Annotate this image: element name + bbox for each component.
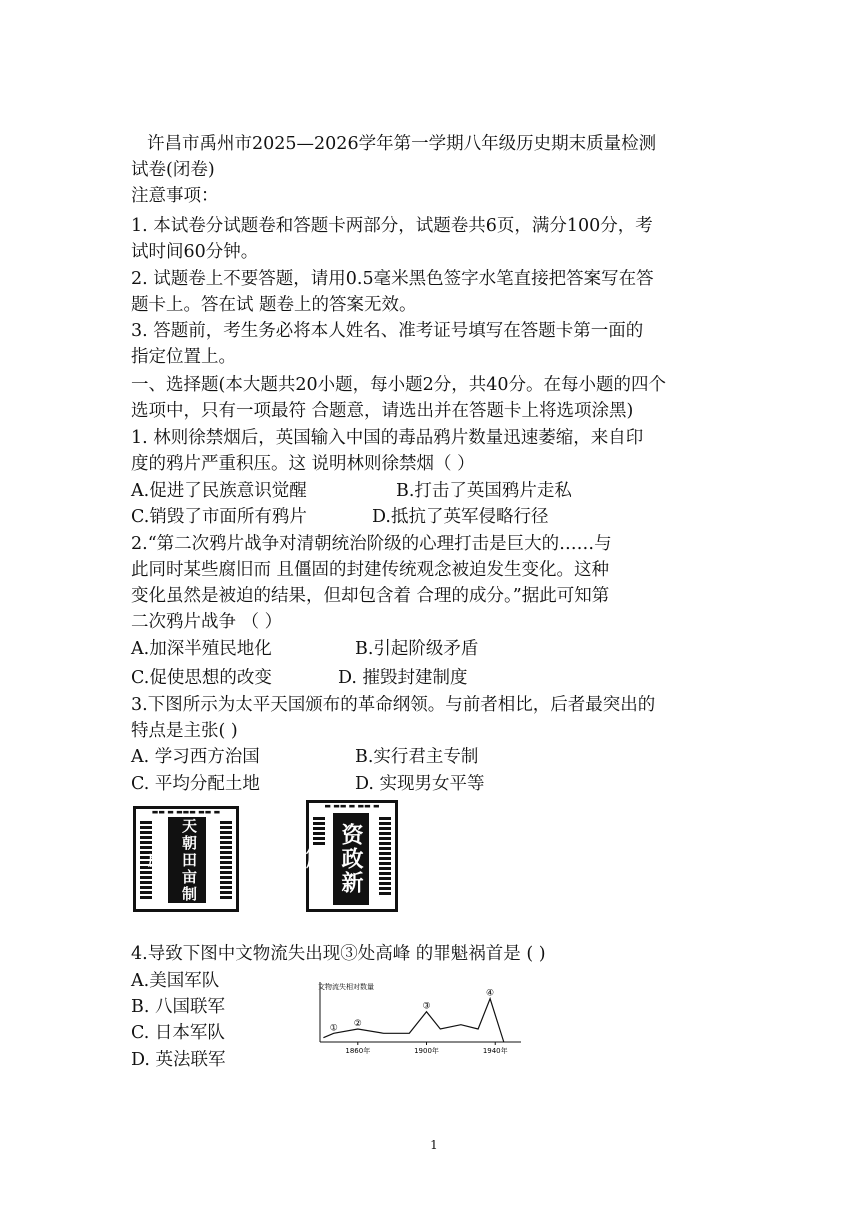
page-number: 1 [430, 1138, 438, 1152]
q4-option-d: D. 英法联军 [131, 1050, 226, 1070]
cover-border-decoration [220, 821, 232, 901]
book-cover-tianchao [133, 806, 239, 912]
question-4-stem: 4.导致下图中文物流失出现③处高峰 的罪魁祸首是 ( ) [131, 944, 546, 964]
point-label: ③ [422, 1001, 431, 1012]
question-1-stem: 度的鸦片严重积压。这 说明林则徐禁烟（ ） [131, 454, 475, 474]
q4-option-c: C. 日本军队 [131, 1023, 225, 1043]
question-2-stem: 此同时某些腐旧而 且僵固的封建传统观念被迫发生变化。这种 [131, 560, 610, 580]
cover-border-decoration [379, 817, 391, 895]
cover-header-decoration: ▬ ▬▬ ▬ ▬▬ ▬ [324, 802, 380, 810]
relic-loss-chart [316, 980, 526, 1060]
notice-line: 题卡上。答在试 题卷上的答案无效。 [131, 295, 417, 315]
exam-title: 许昌市禹州市2025—2026学年第一学期八年级历史期末质量检测 [147, 134, 657, 154]
x-tick-label: 1940年 [482, 1047, 508, 1055]
question-3-stem: 3.下图所示为太平天国颁布的革命纲领。与前者相比，后者最突出的 [131, 695, 656, 715]
notice-heading: 注意事项： [131, 186, 219, 206]
exam-title-sub: 试卷(闭卷) [131, 160, 215, 180]
question-3-stem: 特点是主张( ) [131, 721, 238, 741]
question-2-stem: 二次鸦片战争 （ ） [131, 612, 283, 632]
q3-option-d: D. 实现男女平等 [355, 774, 485, 794]
point-label: ① [329, 1023, 338, 1034]
q1-option-b: B.打击了英国鸦片走私 [396, 481, 572, 501]
q3-option-c: C. 平均分配土地 [131, 774, 260, 794]
q2-option-c: C.促使思想的改变 [131, 668, 272, 688]
q3-option-a: A. 学习西方治国 [131, 747, 260, 767]
cover-header-decoration: ▬▬ ▬ ▬▬▬ ▬▬ ▬ [151, 808, 221, 816]
q4-option-b: B. 八国联军 [131, 997, 225, 1017]
q2-option-d: D. 摧毁封建制度 [338, 668, 468, 688]
question-2-stem: 2.“第二次鸦片战争对清朝统治阶级的心理打击是巨大的……与 [131, 534, 612, 554]
book-title: 天朝田亩制度 [168, 817, 206, 903]
question-1-stem: 1. 林则徐禁烟后，英国输入中国的毒品鸦片数量迅速萎缩，来自印 [131, 428, 644, 448]
q2-option-a: A.加深半殖民地化 [131, 639, 272, 659]
q4-option-a: A.美国军队 [131, 971, 220, 991]
notice-line: 试时间60分钟。 [131, 242, 259, 262]
point-label: ④ [486, 988, 495, 999]
book-cover-zizheng [302, 800, 398, 912]
q3-option-b: B.实行君主专制 [355, 747, 479, 767]
notice-line: 2. 试题卷上不要答题，请用0.5毫米黑色签字水笔直接把答案写在答 [131, 269, 654, 289]
question-2-stem: 变化虽然是被迫的结果，但却包含着 合理的成分。”据此可知第 [131, 586, 610, 606]
notice-line: 1. 本试卷分试题卷和答题卡两部分，试题卷共6页，满分100分，考 [131, 216, 653, 236]
q1-option-c: C.销毁了市面所有鸦片 [131, 507, 307, 527]
cover-border-decoration [313, 817, 325, 847]
section-heading: 选项中，只有一项最符 合题意，请选出并在答题卡上将选项涂黑) [131, 401, 634, 421]
x-tick-label: 1860年 [345, 1047, 371, 1055]
notice-line: 3. 答题前，考生务必将本人姓名、准考证号填写在答题卡第一面的 [131, 321, 644, 341]
x-tick-label: 1900年 [414, 1047, 439, 1055]
point-label: ② [353, 1019, 362, 1029]
q1-option-d: D.抵抗了英军侵略行径 [372, 507, 549, 527]
book-title: 资政新篇 [333, 813, 369, 905]
chart-title: 文物流失相对数量 [318, 983, 374, 991]
section-heading: 一、选择题(本大题共20小题，每小题2分，共40分。在每小题的四个 [131, 375, 666, 395]
series-line [323, 999, 503, 1042]
q2-option-b: B.引起阶级矛盾 [355, 639, 479, 659]
notice-line: 指定位置上。 [131, 347, 236, 367]
q1-option-a: A.促进了民族意识觉醒 [131, 481, 307, 501]
